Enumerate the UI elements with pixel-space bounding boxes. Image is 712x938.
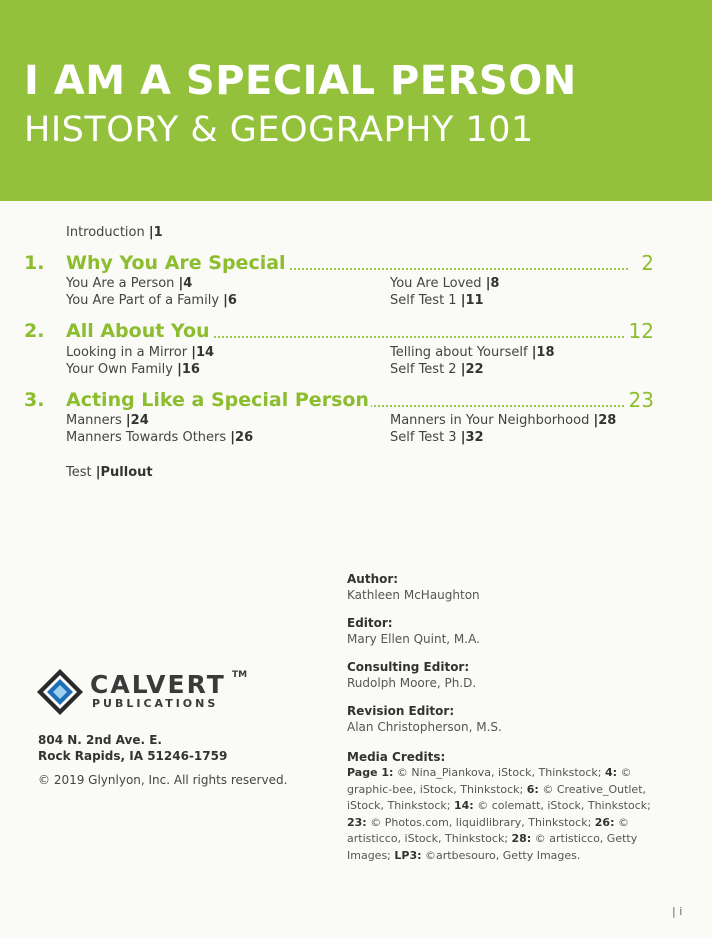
media-credit-text: © artisticco, Getty Images; [347, 832, 638, 862]
media-credit-text: © Photos.com, liquidlibrary, Thinkstock; [366, 815, 595, 829]
toc-section [66, 362, 200, 377]
media-credits-heading: Media Credits: [347, 750, 446, 764]
toc-section [390, 276, 499, 291]
publisher-name: CALVERT [90, 670, 226, 699]
toc-section [66, 413, 149, 428]
section-page: |4 [178, 276, 193, 291]
book-subtitle: HISTORY & GEOGRAPHY 101 [24, 110, 534, 150]
toc-intro [66, 225, 163, 240]
toc-section [390, 362, 484, 377]
toc-test [66, 465, 153, 480]
address-line-2: Rock Rapids, IA 51246-1759 [38, 749, 228, 763]
media-credit-label: Page 1: [347, 766, 394, 779]
credit-name: Mary Ellen Quint, M.A. [347, 632, 480, 646]
section-label: You Are Loved [390, 276, 482, 291]
credit-name: Kathleen McHaughton [347, 588, 480, 602]
trademark-mark: TM [232, 670, 248, 680]
section-label: Manners in Your Neighborhood [390, 413, 590, 428]
section-page: |14 [191, 345, 215, 360]
toc-unit-2 [24, 320, 654, 348]
media-credit-label: 4: [604, 766, 618, 779]
credit-heading: Editor: [347, 616, 393, 630]
section-page: |8 [485, 276, 500, 291]
section-page: |32 [460, 430, 484, 445]
section-label: Manners Towards Others [66, 430, 227, 445]
unit-title: All About You [66, 320, 210, 342]
publisher-sub: PUBLICATIONS [92, 697, 219, 710]
unit-page: 2 [638, 251, 654, 275]
toc-test-label: Test [66, 465, 92, 480]
copyright: © 2019 Glynlyon, Inc. All rights reserved. [38, 773, 288, 787]
title-banner [0, 0, 712, 201]
credit-name: Alan Christopherson, M.S. [347, 720, 502, 734]
credit-name: Rudolph Moore, Ph.D. [347, 676, 477, 690]
unit-number: 2. [24, 320, 45, 342]
toc-section [390, 430, 484, 445]
unit-page: 23 [626, 388, 654, 412]
section-page: |28 [593, 413, 617, 428]
address-line-1: 804 N. 2nd Ave. E. [38, 733, 162, 747]
credit-heading: Revision Editor: [347, 704, 455, 718]
section-page: |24 [125, 413, 149, 428]
toc-test-page: |Pullout [95, 465, 153, 480]
toc-section [390, 413, 616, 428]
toc-intro-page: |1 [148, 225, 163, 240]
section-label: You Are Part of a Family [66, 293, 220, 308]
credit-editor [347, 616, 480, 646]
section-page: |11 [460, 293, 484, 308]
section-label: Self Test 2 [390, 362, 457, 377]
unit-page: 12 [626, 319, 654, 343]
toc-section [66, 293, 237, 308]
unit-number: 1. [24, 252, 45, 274]
unit-number: 3. [24, 389, 45, 411]
unit-title: Why You Are Special [66, 252, 286, 274]
media-credit-label: 14: [453, 799, 474, 813]
media-credit-label: LP3: [394, 848, 422, 862]
section-page: |18 [531, 345, 555, 360]
section-label: Self Test 1 [390, 293, 457, 308]
media-credit-label: 28: [511, 832, 532, 846]
media-credit-text: ©artbesouro, Getty Images. [421, 848, 581, 862]
toc-section [66, 276, 192, 291]
toc-section [66, 345, 214, 360]
credit-heading: Author: [347, 572, 399, 586]
media-credit-text: © colematt, iStock, Thinkstock; [473, 799, 651, 813]
toc-section [66, 430, 253, 445]
section-label: Your Own Family [66, 362, 173, 377]
section-page: |22 [460, 362, 484, 377]
section-page: |6 [223, 293, 237, 308]
book-title: I AM A SPECIAL PERSON [24, 58, 577, 104]
toc-section [390, 345, 555, 360]
unit-title: Acting Like a Special Person [66, 389, 369, 411]
media-credit-text: © Nina_Piankova, iStock, Thinkstock; [393, 766, 605, 779]
section-label: Telling about Yourself [390, 345, 528, 360]
section-label: You Are a Person [66, 276, 175, 291]
toc-section [390, 293, 484, 308]
section-page: |26 [230, 430, 254, 445]
media-credit-text: © Creative_Outlet, iStock, Thinkstock; [347, 782, 647, 813]
media-credits [347, 750, 667, 865]
section-page: |16 [177, 362, 200, 377]
section-label: Looking in a Mirror [66, 345, 188, 360]
credit-heading: Consulting Editor: [347, 660, 470, 674]
media-credit-label: 6: [526, 782, 539, 796]
credit-consulting-editor [347, 660, 476, 690]
calvert-logo-icon [36, 668, 84, 716]
page-folio: | i [672, 905, 683, 918]
media-credit-label: 23: [347, 815, 367, 829]
media-credit-text: © graphic-bee, iStock, Thinkstock; [347, 766, 632, 796]
media-credit-text: © artisticco, iStock, Thinkstock; [347, 815, 629, 846]
credit-revision-editor [347, 704, 502, 734]
credit-author [347, 572, 480, 602]
media-credits-body [347, 765, 667, 865]
toc-intro-label: Introduction [66, 225, 145, 240]
section-label: Self Test 3 [390, 430, 457, 445]
section-label: Manners [66, 413, 122, 428]
media-credit-label: 26: [594, 815, 615, 829]
